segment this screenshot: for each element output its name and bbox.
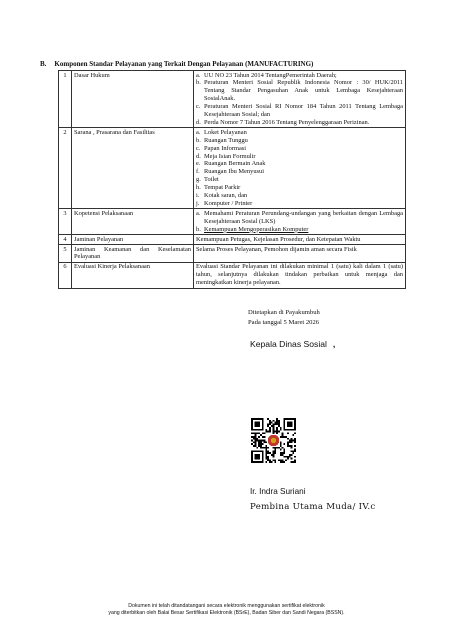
section-letter: B. <box>40 60 47 68</box>
qr-module <box>276 432 278 434</box>
description-item <box>196 226 403 234</box>
description-list <box>196 72 403 127</box>
qr-module <box>278 431 280 433</box>
qr-module <box>276 427 278 429</box>
qr-module <box>291 454 293 456</box>
qr-module <box>282 434 284 436</box>
qr-module <box>276 431 278 433</box>
qr-module <box>291 440 293 442</box>
component-name: Jaminan Pelayanan <box>72 235 194 245</box>
qr-module <box>269 431 271 433</box>
item-text: Ruangan Ibu Menyusui <box>204 168 264 176</box>
qr-module <box>289 445 291 447</box>
qr-module <box>274 422 276 424</box>
qr-module <box>283 436 285 438</box>
qr-module <box>292 450 294 452</box>
qr-module <box>267 456 269 458</box>
qr-module <box>280 441 282 443</box>
item-text: Komputer / Printer <box>204 200 253 207</box>
qr-module <box>271 422 273 424</box>
qr-module <box>280 436 282 438</box>
qr-module <box>274 450 276 452</box>
qr-module <box>267 458 269 460</box>
qr-module <box>283 452 285 454</box>
qr-module <box>282 432 284 434</box>
qr-module <box>294 456 296 458</box>
qr-module <box>251 436 253 438</box>
qr-module <box>265 454 267 456</box>
qr-module <box>278 425 280 427</box>
qr-module <box>253 438 255 440</box>
qr-module <box>256 447 258 449</box>
qr-module <box>274 431 276 433</box>
qr-module <box>255 443 257 445</box>
qr-module <box>287 441 289 443</box>
qr-module <box>255 445 257 447</box>
qr-module <box>265 458 267 460</box>
description-item <box>196 176 403 184</box>
qr-module <box>274 452 276 454</box>
qr-module <box>280 461 282 463</box>
qr-module <box>278 447 280 449</box>
qr-module <box>283 449 285 451</box>
description-item <box>196 184 403 192</box>
qr-module <box>280 429 282 431</box>
qr-module <box>267 452 269 454</box>
qr-module <box>271 461 273 463</box>
description-item <box>196 137 403 145</box>
qr-module <box>265 445 267 447</box>
qr-module <box>265 452 267 454</box>
component-name: Dasar Hukum <box>72 71 194 128</box>
qr-module <box>282 452 284 454</box>
qr-module <box>278 459 280 461</box>
item-marker: c. <box>196 103 201 111</box>
qr-module <box>256 440 258 442</box>
qr-module <box>294 441 296 443</box>
item-text: Peraturan Menteri Sosial Republik Indonesia Nomor : 30/ HUK/2011 Tentang Standar Pengasuhan Anak untuk Lembaga Kesejahteraan SosialAnak. <box>204 79 403 103</box>
signatory-title-text: Kepala Dinas Sosial <box>250 339 327 349</box>
qr-module <box>258 441 260 443</box>
qr-module <box>273 452 275 454</box>
signature-date: Pada tanggal 5 Maret 2026 <box>248 319 320 326</box>
qr-module <box>262 443 264 445</box>
qr-module <box>287 443 289 445</box>
qr-module <box>265 431 267 433</box>
qr-module <box>273 427 275 429</box>
qr-module <box>260 434 262 436</box>
qr-module <box>251 440 253 442</box>
row-number: 3 <box>59 209 72 235</box>
row-number: 6 <box>59 262 72 288</box>
qr-module <box>267 447 269 449</box>
qr-module <box>278 420 280 422</box>
qr-module <box>269 422 271 424</box>
description-item <box>196 79 403 103</box>
qr-module <box>289 456 291 458</box>
qr-module <box>269 420 271 422</box>
qr-module <box>260 440 262 442</box>
qr-module <box>276 447 278 449</box>
qr-module <box>280 454 282 456</box>
qr-module <box>283 443 285 445</box>
item-marker: a. <box>196 71 201 79</box>
signature-place: Ditetapkan di Payakumbuh <box>248 309 320 316</box>
qr-module <box>285 436 287 438</box>
qr-module <box>255 440 257 442</box>
qr-module <box>282 461 284 463</box>
qr-module <box>274 459 276 461</box>
qr-module <box>292 440 294 442</box>
qr-module <box>294 440 296 442</box>
item-text: Memahami Peraturan Perundang-undangan yang berkaitan dengan Lembaga Kesejahteraan Sosial (LKS) <box>204 209 403 225</box>
description-item <box>196 192 403 200</box>
qr-module <box>264 432 266 434</box>
description-list <box>196 210 403 234</box>
qr-module <box>280 449 282 451</box>
qr-module <box>255 436 257 438</box>
item-text: Peraturan Menteri Sosial RI Nomor 184 Tahun 2011 Tentang Lembaga Kesejahteraan Sosial; dan <box>204 103 403 119</box>
description-item <box>196 129 403 137</box>
qr-module <box>291 438 293 440</box>
qr-module <box>291 458 293 460</box>
qr-module <box>267 423 269 425</box>
qr-code <box>251 418 296 463</box>
item-text: Meja Isian Formulir <box>204 152 256 160</box>
qr-module <box>273 432 275 434</box>
row-number: 4 <box>59 235 72 245</box>
qr-module <box>269 459 271 461</box>
footer-note <box>0 603 453 617</box>
qr-module <box>265 449 267 451</box>
emblem-center-icon <box>271 438 276 443</box>
qr-module <box>251 443 253 445</box>
component-name: Kopetensi Pelaksanaan <box>72 209 194 235</box>
table-row <box>59 245 406 263</box>
qr-module <box>255 438 257 440</box>
qr-module <box>273 450 275 452</box>
qr-module <box>282 436 284 438</box>
signatory-title-comma: , <box>332 339 336 349</box>
item-text: Toilet <box>204 176 219 184</box>
qr-module <box>265 447 267 449</box>
signature-place-date <box>248 308 320 328</box>
row-number: 2 <box>59 128 72 209</box>
description-item <box>196 160 403 168</box>
component-description <box>194 128 406 209</box>
qr-module <box>291 441 293 443</box>
qr-module <box>262 432 264 434</box>
qr-module <box>285 459 287 461</box>
table-row <box>59 128 406 209</box>
qr-module <box>269 461 271 463</box>
qr-module <box>253 432 255 434</box>
qr-module <box>260 441 262 443</box>
component-description: Evaluasi Standar Pelayanan ini dilakukan minimal 1 (satu) kali dalam 1 (satu) tahun, selanjutnya dilakukan tindakan perbaikan untuk menjaga dan meningkatkan kinerja pelayanan. <box>194 262 406 288</box>
qr-module <box>255 432 257 434</box>
qr-module <box>273 459 275 461</box>
item-marker: b. <box>196 79 201 87</box>
qr-module <box>273 431 275 433</box>
qr-module <box>294 445 296 447</box>
qr-module <box>294 438 296 440</box>
qr-module <box>287 456 289 458</box>
footer-line-2: yang diterbitkan oleh Balai Besar Sertifikasi Elektronik (BSrE), Badan Siber dan Sandi Negara (BSSN). <box>108 610 345 616</box>
qr-module <box>291 445 293 447</box>
qr-module <box>262 447 264 449</box>
qr-module <box>283 456 285 458</box>
qr-module <box>291 450 293 452</box>
description-item <box>196 168 403 176</box>
qr-module <box>294 461 296 463</box>
qr-module <box>287 438 289 440</box>
qr-module <box>269 452 271 454</box>
qr-module <box>265 461 267 463</box>
item-text: UU NO 23 Tahun 2014 TentangPemerintah Daerah; <box>204 71 337 79</box>
qr-module <box>269 423 271 425</box>
item-marker: g. <box>196 176 201 184</box>
qr-module <box>289 454 291 456</box>
component-description <box>194 209 406 235</box>
description-item <box>196 72 403 80</box>
qr-module <box>264 440 266 442</box>
qr-module <box>280 427 282 429</box>
qr-module <box>267 431 269 433</box>
qr-module <box>255 434 257 436</box>
qr-module <box>292 452 294 454</box>
item-marker: b. <box>196 225 201 233</box>
qr-module <box>291 447 293 449</box>
component-name: Sarana , Prasarana dan Fasilitas <box>72 128 194 209</box>
qr-module <box>294 459 296 461</box>
qr-module <box>258 443 260 445</box>
component-description: Kemampuan Petugas, Kejelasan Prosedur, dan Ketepatan Waktu <box>194 235 406 245</box>
section-title: Komponen Standar Pelayanan yang Terkait Dengan Pelayanan (MANUFACTURING) <box>54 60 314 68</box>
component-description: Selama Proses Pelayanan, Pemohon dijamin aman secara Fisik <box>194 245 406 263</box>
qr-module <box>256 432 258 434</box>
qr-module <box>287 458 289 460</box>
qr-module <box>283 450 285 452</box>
qr-module <box>260 445 262 447</box>
qr-finder-core <box>255 454 260 459</box>
qr-module <box>267 418 269 420</box>
item-marker: f. <box>196 168 200 176</box>
qr-module <box>276 418 278 420</box>
qr-module <box>289 441 291 443</box>
qr-module <box>267 450 269 452</box>
table-row <box>59 209 406 235</box>
qr-module <box>273 447 275 449</box>
qr-module <box>291 461 293 463</box>
signatory-name: Ir. Indra Suriani <box>250 487 306 496</box>
component-name: Jaminan Keamanan dan Keselamatan Pelayanan <box>72 245 194 263</box>
qr-finder-core <box>287 422 292 427</box>
item-marker: d. <box>196 152 201 160</box>
qr-module <box>274 449 276 451</box>
qr-module <box>260 447 262 449</box>
qr-module <box>253 441 255 443</box>
footer-line-1: Dokumen ini telah ditandatangani secara elektronik menggunakan sertifikat elektronik <box>128 603 325 609</box>
qr-module <box>273 429 275 431</box>
item-text: Tempat Parkir <box>204 184 241 192</box>
qr-module <box>274 461 276 463</box>
qr-module <box>278 423 280 425</box>
table-row <box>59 235 406 245</box>
qr-module <box>280 459 282 461</box>
row-number: 1 <box>59 71 72 128</box>
item-text: Ruangan Tunggu <box>204 136 248 144</box>
qr-module <box>262 440 264 442</box>
qr-module <box>260 443 262 445</box>
qr-module <box>292 461 294 463</box>
description-item <box>196 153 403 161</box>
row-number: 5 <box>59 245 72 263</box>
item-text: Kemampuan Mengoperasikan Komputer <box>204 225 309 233</box>
item-marker: i. <box>196 192 200 200</box>
qr-module <box>269 427 271 429</box>
item-marker: j. <box>196 200 200 207</box>
item-text: Perda Nomor 7 Tahun 2016 Tentang Penyelenggaraan Perizinan. <box>204 118 370 126</box>
description-item <box>196 200 403 208</box>
description-item <box>196 145 403 153</box>
qr-module <box>294 432 296 434</box>
item-text: Ruangan Bermain Anak <box>204 160 266 168</box>
qr-module <box>283 461 285 463</box>
qr-module <box>276 423 278 425</box>
qr-module <box>258 440 260 442</box>
qr-finder-core <box>255 422 260 427</box>
description-item <box>196 103 403 119</box>
qr-module <box>282 454 284 456</box>
description-item <box>196 210 403 226</box>
qr-module <box>258 432 260 434</box>
qr-module <box>256 438 258 440</box>
qr-module <box>265 429 267 431</box>
qr-module <box>253 445 255 447</box>
qr-module <box>280 443 282 445</box>
qr-module <box>265 456 267 458</box>
qr-module <box>264 447 266 449</box>
qr-module <box>276 429 278 431</box>
qr-module <box>265 441 267 443</box>
item-marker: a. <box>196 209 201 217</box>
qr-module <box>271 454 273 456</box>
qr-module <box>292 434 294 436</box>
qr-module <box>262 436 264 438</box>
qr-module <box>269 429 271 431</box>
qr-module <box>294 449 296 451</box>
item-marker: e. <box>196 160 201 168</box>
qr-module <box>273 420 275 422</box>
qr-module <box>276 422 278 424</box>
item-marker: a. <box>196 128 201 136</box>
item-marker: h. <box>196 184 201 192</box>
qr-module <box>274 447 276 449</box>
qr-module <box>287 445 289 447</box>
qr-module <box>289 440 291 442</box>
item-marker: b. <box>196 136 201 144</box>
item-marker: c. <box>196 144 201 152</box>
qr-module <box>273 456 275 458</box>
qr-module <box>267 459 269 461</box>
table-row <box>59 262 406 288</box>
qr-module <box>287 432 289 434</box>
qr-module <box>274 423 276 425</box>
qr-module <box>258 436 260 438</box>
qr-module <box>271 425 273 427</box>
item-marker: d. <box>196 118 201 126</box>
qr-module <box>280 452 282 454</box>
qr-module <box>273 454 275 456</box>
qr-module <box>265 450 267 452</box>
description-list <box>196 129 403 208</box>
qr-module <box>258 445 260 447</box>
qr-module <box>267 425 269 427</box>
qr-module <box>276 420 278 422</box>
signatory-rank: Pembina Utama Muda/ IV.c <box>250 502 376 512</box>
qr-module <box>285 456 287 458</box>
qr-module <box>264 441 266 443</box>
table-row <box>59 71 406 128</box>
signatory-title <box>250 339 335 349</box>
qr-module <box>273 423 275 425</box>
section-heading <box>40 60 313 68</box>
qr-module <box>294 450 296 452</box>
item-text: Loket Pelayanan <box>204 128 247 136</box>
description-item <box>196 119 403 127</box>
standard-components-table <box>58 70 406 289</box>
qr-module <box>282 459 284 461</box>
qr-module <box>278 422 280 424</box>
qr-module <box>282 447 284 449</box>
component-name: Evaluasi Kinerja Pelaksanaan <box>72 262 194 288</box>
qr-module <box>251 432 253 434</box>
item-text: Kotak saran, dan <box>204 192 248 200</box>
component-description <box>194 71 406 128</box>
item-text: Papan Informasi <box>204 144 247 152</box>
qr-module <box>280 445 282 447</box>
qr-module <box>273 425 275 427</box>
qr-module <box>255 441 257 443</box>
qr-module <box>253 436 255 438</box>
qr-module <box>264 436 266 438</box>
